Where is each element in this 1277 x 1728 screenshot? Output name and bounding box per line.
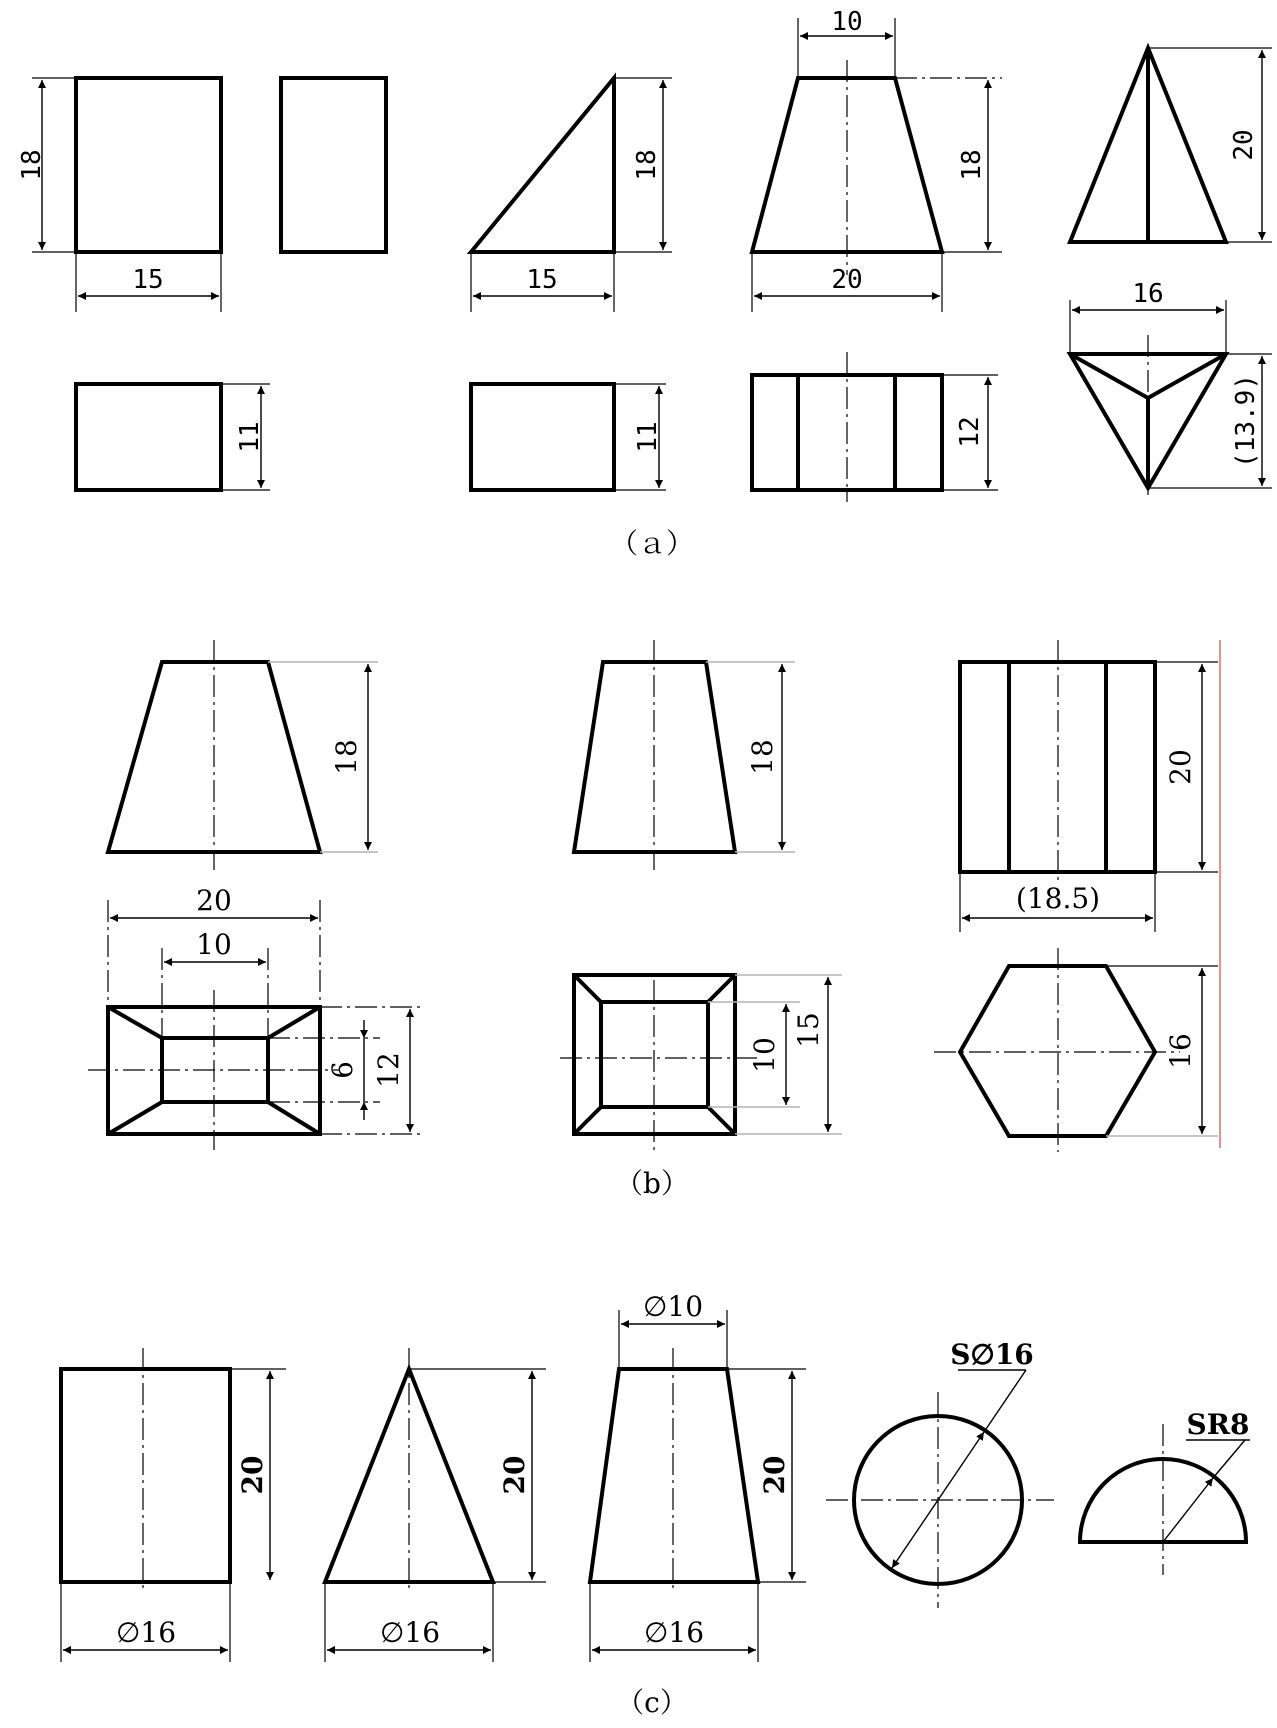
prism-top-view: [76, 384, 270, 490]
frustum-bottom-dim: 20: [831, 265, 863, 295]
pyramid-depth-dim: (13.9): [1231, 374, 1261, 468]
frustum-top-view: [752, 352, 998, 502]
prism-width-dim: 15: [132, 265, 164, 295]
cylinder-front-view: [61, 1348, 286, 1662]
square-frustum-top-view: [560, 975, 842, 1150]
section-b: [88, 640, 1220, 1200]
pyramid-front-view: [1070, 48, 1272, 242]
rect-frustum-front-view: [108, 640, 378, 870]
sphere-view: [826, 1338, 1054, 1608]
section-a: [17, 7, 1272, 560]
wedge-width-dim: 15: [526, 265, 558, 295]
cone-front-view: [325, 1348, 546, 1662]
cylinder-diameter-dim: ∅16: [115, 1616, 177, 1649]
cylinder-height-dim: 20: [236, 1455, 269, 1495]
caption-c: （c）: [616, 1686, 688, 1719]
frustum-top-dim: 10: [831, 7, 863, 37]
frustum-height-dim: 18: [957, 149, 987, 181]
truncated-cone-top-dim: ∅10: [642, 1290, 704, 1323]
hex-prism-width-dim: (18.5): [1015, 882, 1101, 915]
wedge-top-view: [471, 384, 666, 490]
hemisphere-radius-dim: SR8: [1186, 1408, 1250, 1441]
section-c: [61, 1290, 1250, 1719]
truncated-cone-diameter-dim: ∅16: [643, 1616, 705, 1649]
rect-frustum-outer-width-dim: 20: [196, 884, 232, 917]
cone-diameter-dim: ∅16: [379, 1616, 441, 1649]
frustum-depth-dim: 12: [955, 416, 985, 448]
caption-b: （b）: [615, 1167, 689, 1200]
prism-height-dim: 18: [17, 149, 47, 181]
wedge-front-view: [471, 78, 672, 312]
hex-prism-depth-dim: 16: [1164, 1033, 1197, 1069]
rect-frustum-inner-depth-dim: 6: [326, 1061, 359, 1079]
cone-height-dim: 20: [498, 1455, 531, 1495]
sphere-diameter-dim: S∅16: [950, 1338, 1034, 1371]
hemisphere-view: [1080, 1408, 1250, 1575]
rect-frustum-outer-depth-dim: 12: [372, 1052, 405, 1088]
pyramid-height-dim: 20: [1229, 129, 1259, 161]
square-frustum-inner-dim: 10: [748, 1037, 781, 1073]
prism-side-view: [281, 78, 386, 252]
prism-front-view: [17, 78, 221, 312]
hex-prism-top-view: [934, 948, 1218, 1152]
rect-frustum-inner-width-dim: 10: [196, 928, 232, 961]
pyramid-width-dim: 16: [1132, 279, 1164, 309]
square-frustum-outer-dim: 15: [792, 1012, 825, 1048]
truncated-cone-front-view: [590, 1290, 806, 1662]
rect-frustum-height-dim: 18: [330, 739, 363, 775]
prism-depth-dim: 11: [235, 421, 265, 453]
hex-prism-front-view: [960, 640, 1218, 932]
hex-prism-height-dim: 20: [1164, 749, 1197, 785]
square-frustum-front-view: [574, 640, 795, 870]
truncated-cone-height-dim: 20: [758, 1455, 791, 1495]
wedge-depth-dim: 11: [633, 421, 663, 453]
wedge-height-dim: 18: [632, 149, 662, 181]
caption-a: （ａ）: [609, 527, 695, 560]
pyramid-top-view: [1070, 279, 1272, 495]
frustum-front-view: [752, 7, 1002, 312]
square-frustum-height-dim: 18: [746, 739, 779, 775]
rect-frustum-top-view: [88, 884, 420, 1150]
